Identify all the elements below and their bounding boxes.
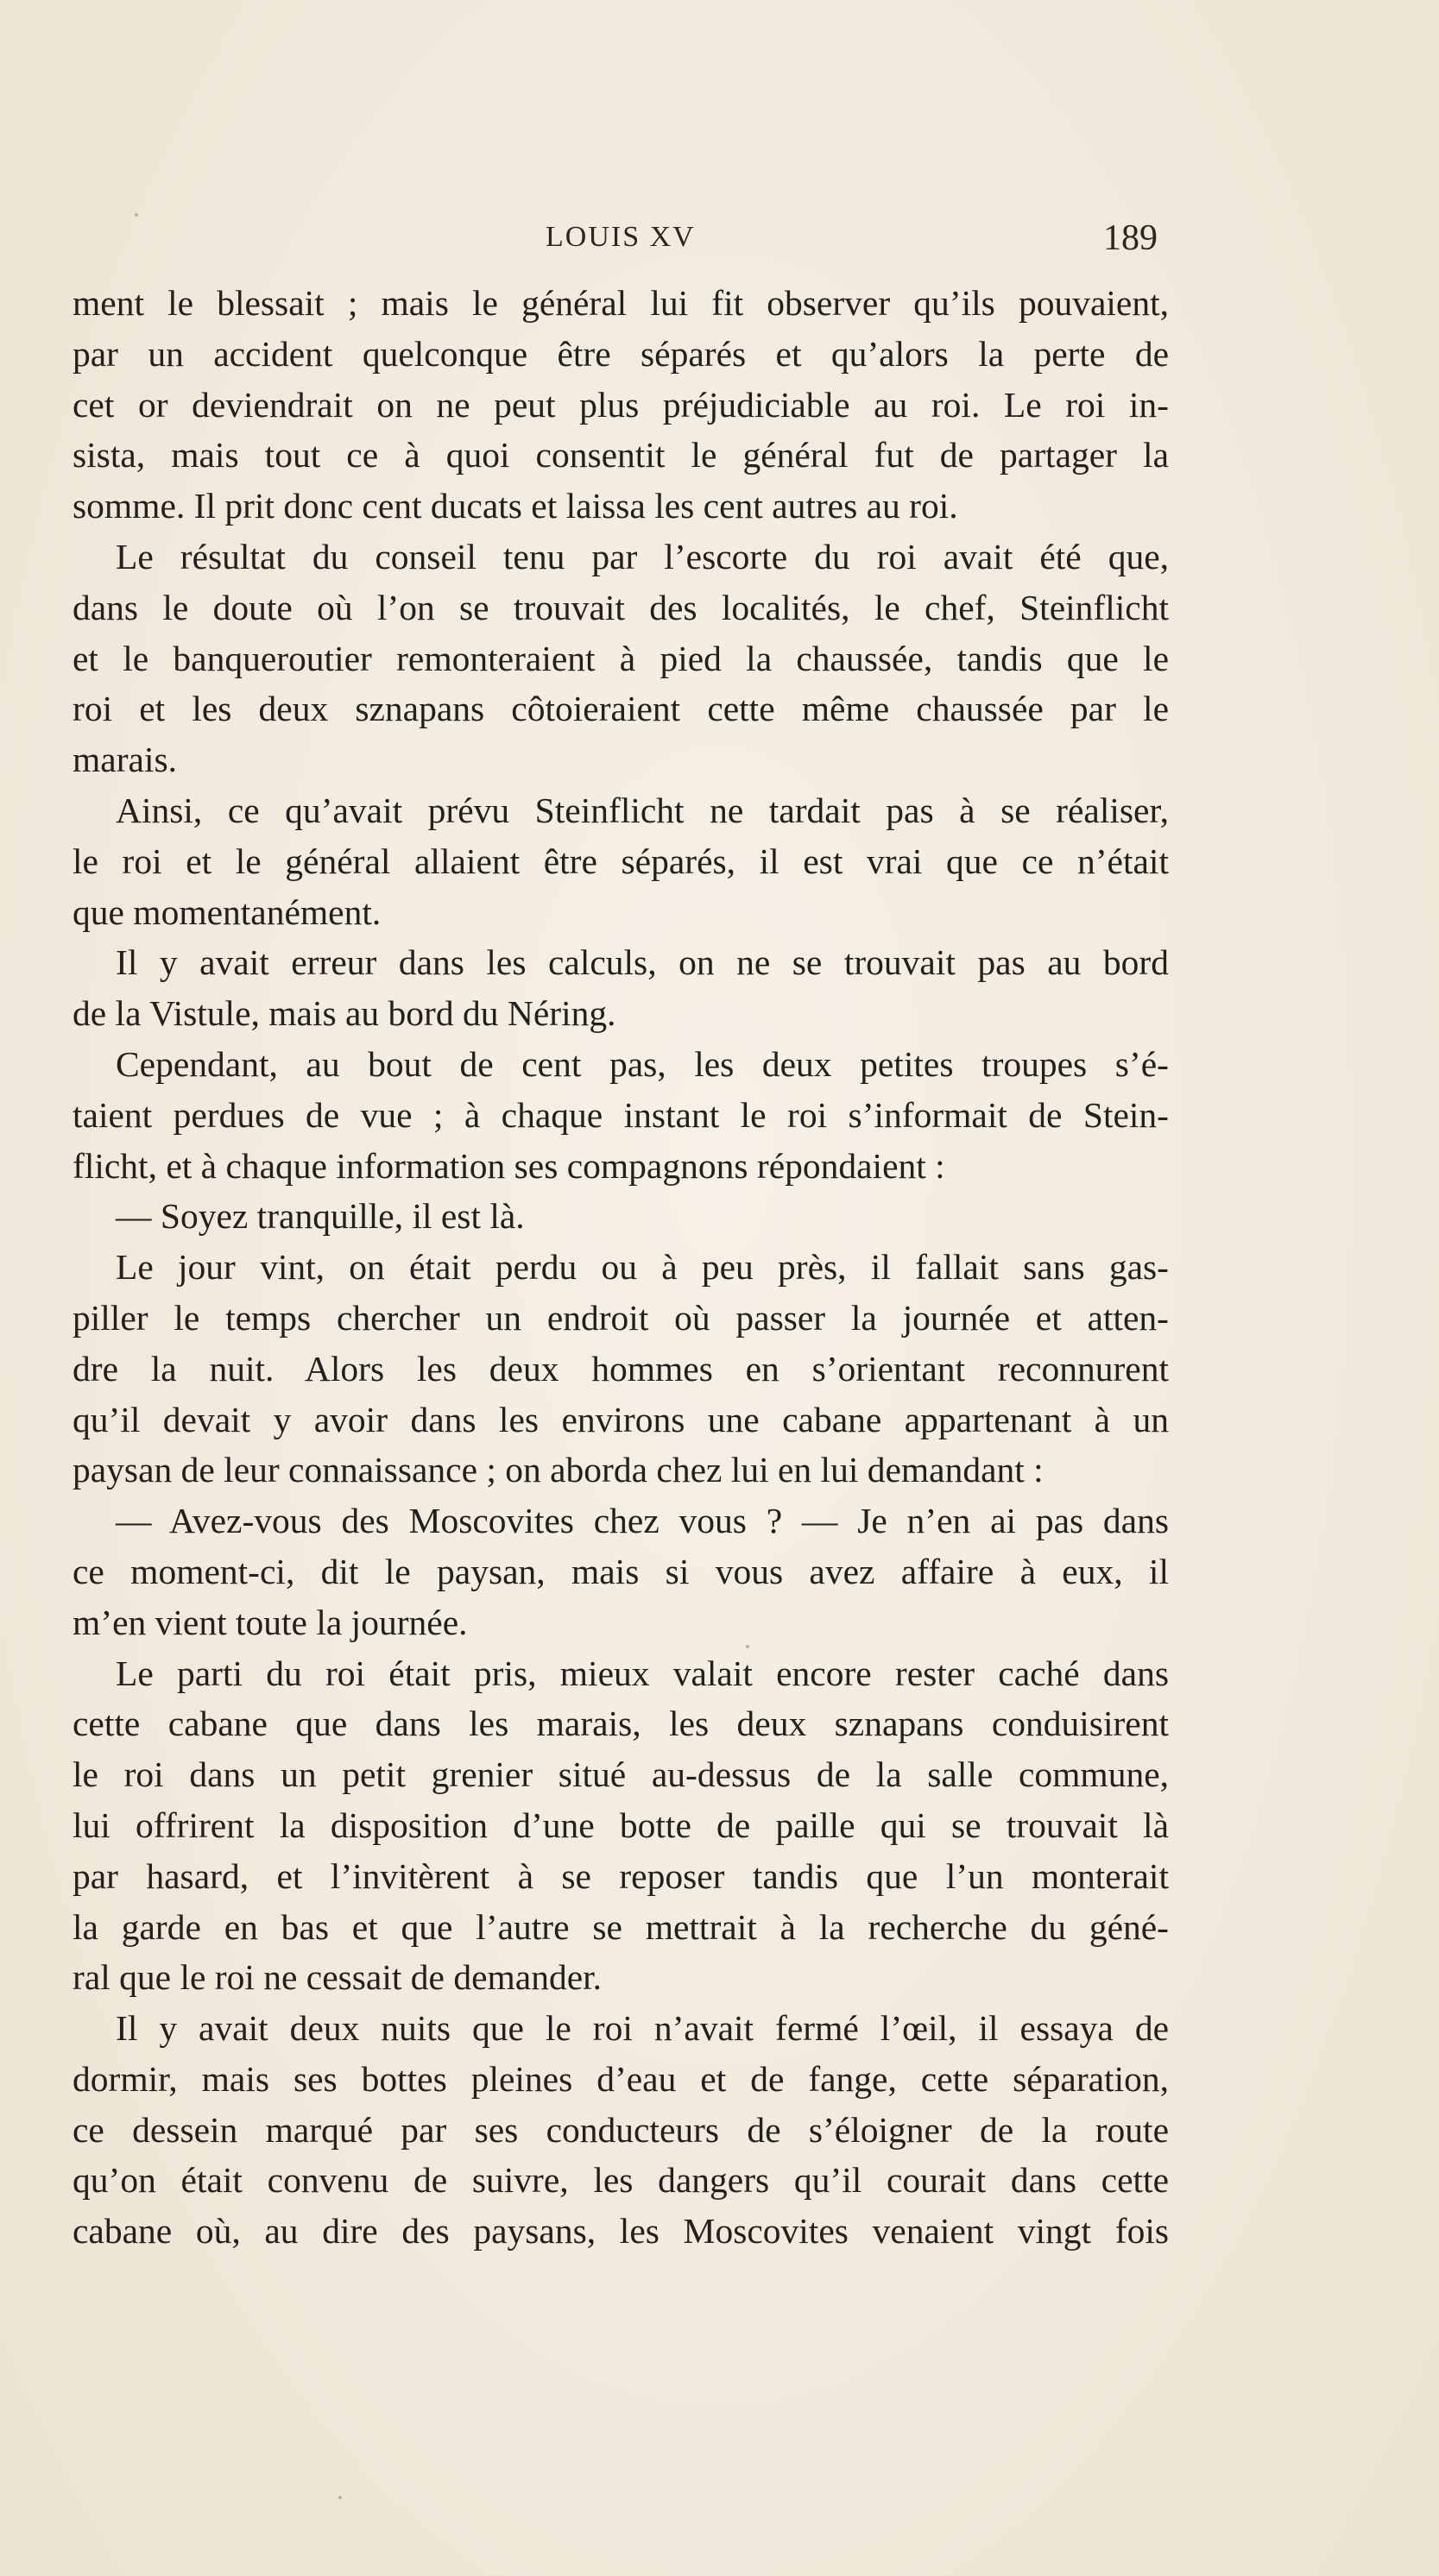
text-line: ce moment-ci, dit le paysan, mais si vous avez affaire à eux, il [73,1551,1169,1591]
text-line: lui offrirent la disposition d’une botte de paille qui se trouvait là [73,1804,1169,1845]
text-line: dre la nuit. Alors les deux hommes en s’orientant reconnurent [73,1348,1169,1389]
page-number: 189 [1103,218,1158,258]
paper-speck [338,2496,342,2499]
running-title: LOUIS XV [546,221,696,253]
text-line: flicht, et à chaque information ses compagnons répondaient : [73,1145,945,1186]
text-line: cette cabane que dans les marais, les deux sznapans conduisirent [73,1704,1169,1744]
text-line: qu’il devait y avoir dans les environs une cabane appartenant à un [73,1399,1169,1439]
text-line: Il y avait erreur dans les calculs, on ne se trouvait pas au bord [116,942,1169,983]
text-line: par hasard, et l’invitèrent à se reposer tandis que l’un monterait [73,1855,1169,1896]
running-head [0,217,1439,261]
text-line: sista, mais tout ce à quoi consentit le général fut de partager la [73,435,1169,476]
text-line: et le banqueroutier remonteraient à pied la chaussée, tandis que le [73,638,1169,678]
text-line: ce dessein marqué par ses conducteurs de s’éloigner de la route [73,2109,1169,2150]
text-line: Le résultat du conseil tenu par l’escorte du roi avait été que, [116,536,1169,576]
text-line: qu’on était convenu de suivre, les dangers qu’il courait dans cette [73,2160,1169,2201]
text-line: la garde en bas et que l’autre se mettrait à la recherche du géné- [73,1906,1169,1947]
text-line: par un accident quelconque être séparés et qu’alors la perte de [73,333,1169,374]
text-line: piller le temps chercher un endroit où passer la journée et atten- [73,1297,1169,1338]
paper-speck [746,1645,749,1648]
text-line: de la Vistule, mais au bord du Néring. [73,993,616,1034]
text-line: Il y avait deux nuits que le roi n’avait fermé l’œil, il essaya de [116,2008,1169,2049]
text-line: Cependant, au bout de cent pas, les deux petites troupes s’é- [116,1043,1169,1084]
text-line: paysan de leur connaissance ; on aborda chez lui en lui demandant : [73,1450,1044,1490]
text-line: roi et les deux sznapans côtoieraient cette même chaussée par le [73,689,1169,729]
text-line: marais. [73,740,177,780]
text-line: cet or deviendrait on ne peut plus préjudiciable au roi. Le roi in- [73,384,1169,425]
text-line: dormir, mais ses bottes pleines d’eau et de fange, cette séparation, [73,2058,1169,2099]
text-line: taient perdues de vue ; à chaque instant le roi s’informait de Stein- [73,1094,1169,1135]
text-line: le roi dans un petit grenier situé au-dessus de la salle commune, [73,1754,1169,1795]
text-line: Ainsi, ce qu’avait prévu Steinflicht ne tardait pas à se réaliser, [116,790,1169,830]
text-line: que momentanément. [73,891,382,932]
body-text [73,278,1169,2257]
text-line: ment le blessait ; mais le général lui fit observer qu’ils pouvaient, [73,283,1169,323]
text-line: dans le doute où l’on se trouvait des localités, le chef, Steinflicht [73,587,1169,627]
text-line: Le parti du roi était pris, mieux valait encore rester caché dans [116,1653,1169,1693]
paper-speck [135,213,138,217]
text-line: — Avez-vous des Moscovites chez vous ? — Je n’en ai pas dans [116,1501,1169,1541]
text-line: cabane où, au dire des paysans, les Moscovites venaient vingt fois [73,2211,1169,2252]
text-line: — Soyez tranquille, il est là. [116,1196,525,1237]
text-line: somme. Il prit donc cent ducats et laissa les cent autres au roi. [73,486,958,526]
text-line: Le jour vint, on était perdu ou à peu près, il fallait sans gas- [116,1247,1169,1288]
text-line: m’en vient toute la journée. [73,1602,468,1642]
text-line: ral que le roi ne cessait de demander. [73,1957,603,1998]
text-line: le roi et le général allaient être séparés, il est vrai que ce n’était [73,841,1169,881]
